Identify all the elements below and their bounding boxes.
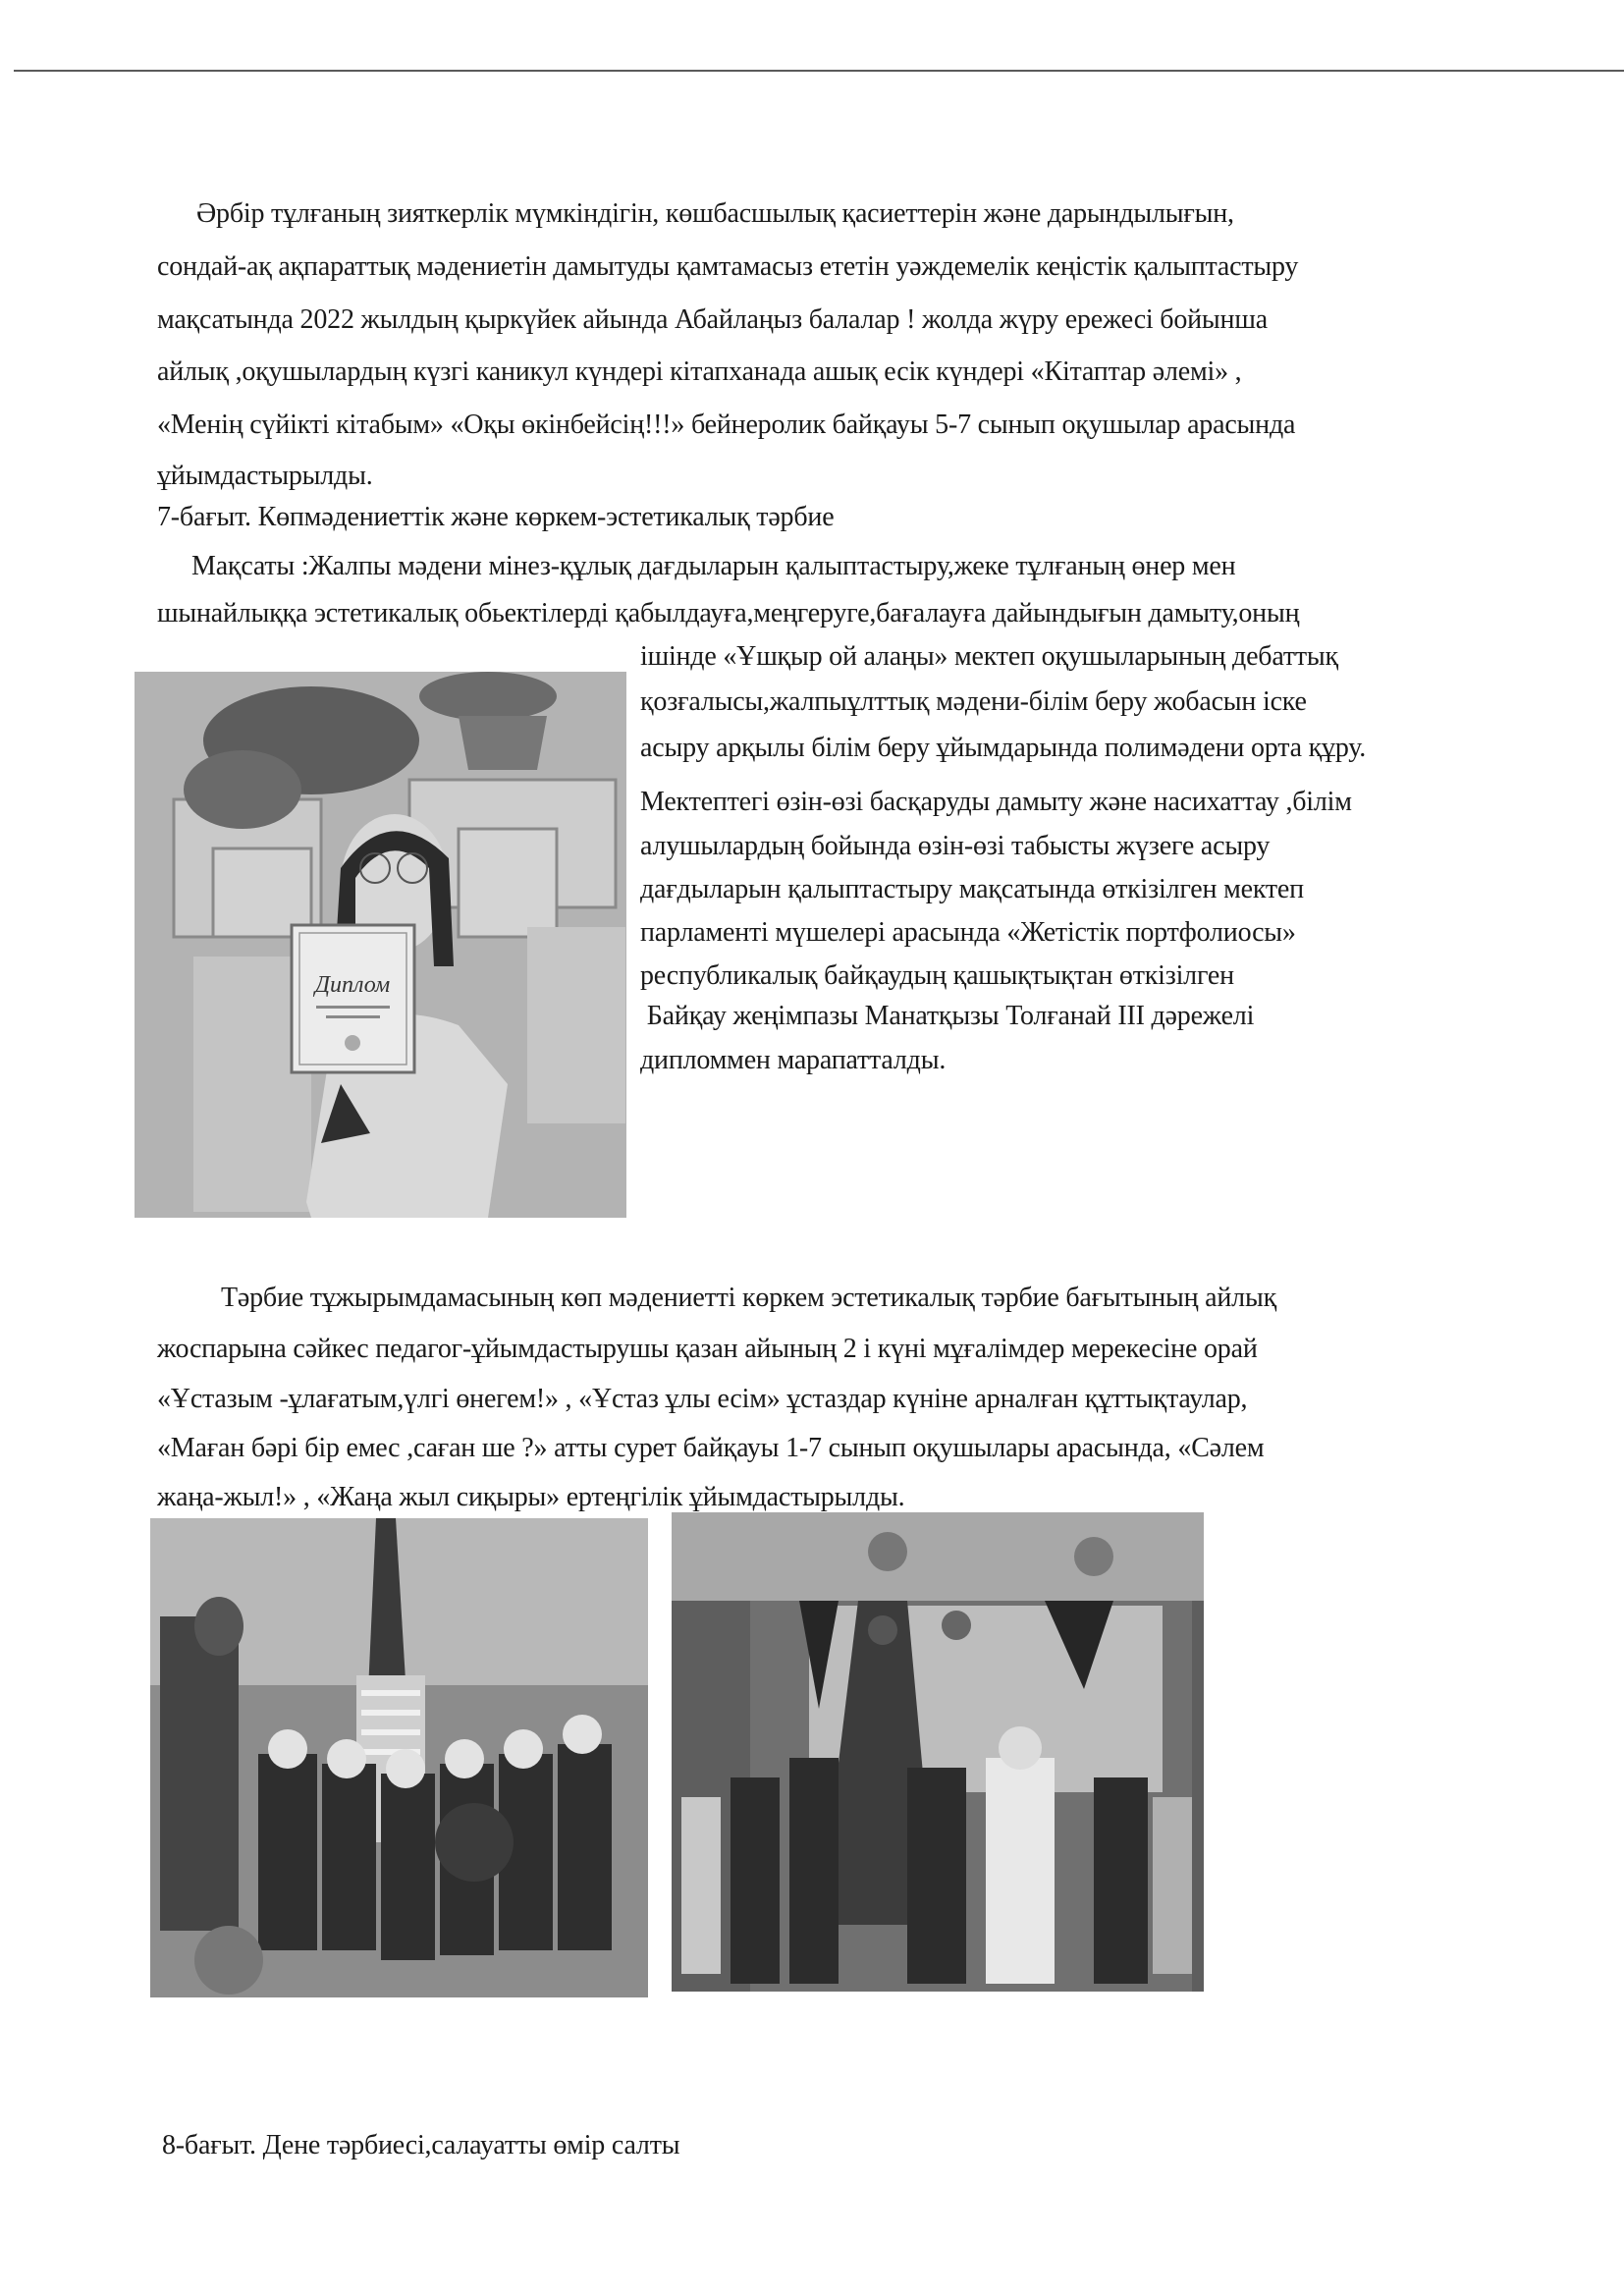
text-line: республикалық байқаудың қашықтықтан өткізілген: [640, 960, 1234, 991]
text-line: жоспарына сәйкес педагог-ұйымдастырушы қазан айының 2 і күні мұғалімдер мерекесіне орай: [157, 1334, 1258, 1364]
text-line: Тәрбие тұжырымдамасының көп мәдениетті көркем эстетикалық тәрбие бағытының айлық: [221, 1283, 1276, 1313]
text-line: мақсатында 2022 жылдың қыркүйек айында Абайлаңыз балалар ! жолда жүру ережесі бойынша: [157, 304, 1268, 335]
text-line: Әрбір тұлғаның зияткерлік мүмкіндігін, көшбасшылық қасиеттерін және дарындылығын,: [196, 198, 1234, 229]
text-line: Мақсаты :Жалпы мәдени мінез-құлық дағдыларын қалыптастыру,жеке тұлғаның өнер мен: [191, 551, 1236, 581]
text-line: алушылардың бойында өзін-өзі табысты жүзеге асыру: [640, 831, 1271, 861]
text-line: «Маған бәрі бір емес ,саған ше ?» атты сурет байқауы 1-7 сынып оқушылары арасында, «Сәлем: [157, 1433, 1265, 1463]
text-line: ішінде «Ұшқыр ой алаңы» мектеп оқушыларының дебаттық: [640, 641, 1338, 672]
text-line: дағдыларын қалыптастыру мақсатында өткізілген мектеп: [640, 874, 1304, 904]
new-year-photo-left: [150, 1518, 648, 1997]
text-line: «Менің сүйікті кітабым» «Оқы өкінбейсің!!!» бейнеролик байқауы 5-7 сынып оқушылар арасында: [157, 410, 1296, 440]
text-line: асыру арқылы білім беру ұйымдарында полимәдени орта құру.: [640, 733, 1367, 763]
text-line: ұйымдастырылды.: [157, 461, 373, 491]
text-line: «Ұстазым -ұлағатым,үлгі өнегем!» , «Ұстаз ұлы есім» ұстаздар күніне арналған құттықтаулар,: [157, 1384, 1248, 1414]
text-line: шынайлыққа эстетикалық обьектілерді қабылдауға,меңгеруге,бағалауға дайындығын дамыту,оның: [157, 598, 1300, 629]
section-7-heading: 7-бағыт. Көпмәдениеттік және көркем-эстетикалық тәрбие: [157, 502, 835, 532]
text-line: жаңа-жыл!» , «Жаңа жыл сиқыры» ертеңгілік ұйымдастырылды.: [157, 1482, 905, 1512]
diploma-photo: [135, 672, 626, 1218]
text-line: Байқау жеңімпазы Манатқызы Толғанай ІІІ дәрежелі: [640, 1001, 1255, 1031]
top-rule: [14, 70, 1624, 72]
text-line: дипломмен марапатталды.: [640, 1045, 947, 1075]
text-line: Мектептегі өзін-өзі басқаруды дамыту және насихаттау ,білім: [640, 787, 1352, 817]
diploma-title: Диплом: [314, 972, 391, 998]
text-line: қозғалысы,жалпыұлттық мәдени-білім беру жобасын іске: [640, 686, 1307, 717]
section-8-heading: 8-бағыт. Дене тәрбиесі,салауатты өмір салты: [162, 2130, 680, 2160]
new-year-photo-right: [672, 1512, 1204, 1992]
text-line: сондай-ақ ақпараттық мәдениетін дамытуды қамтамасыз ететін уәждемелік кеңістік қалыптастыру: [157, 251, 1299, 282]
text-line: парламенті мүшелері арасында «Жетістік портфолиосы»: [640, 917, 1296, 948]
text-line: айлық ,оқушылардың күзгі каникул күндері кітапханада ашық есік күндері «Кітаптар әлемі» ,: [157, 356, 1242, 387]
